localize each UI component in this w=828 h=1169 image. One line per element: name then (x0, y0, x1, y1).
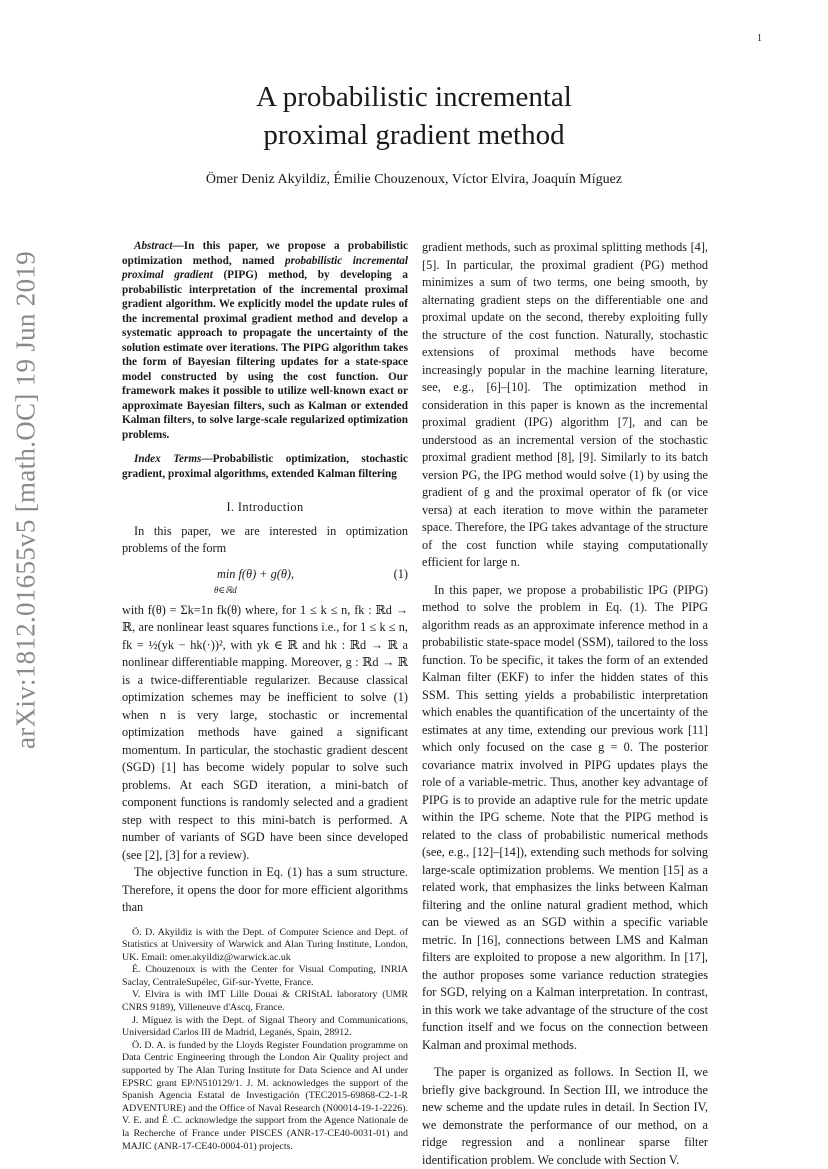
index-terms-text: —Probabilistic optimization, stochastic gradient, proximal algorithms, extended Kalman filtering (122, 453, 408, 480)
footnote-1: Ö. D. Akyildiz is with the Dept. of Computer Science and Dept. of Statistics at University of Warwick and Alan Turing Institute, London, UK. Email: omer.akyildiz@warwick.ac.uk (122, 926, 408, 963)
equation-1-body: min f(θ) + g(θ), (217, 566, 295, 581)
equation-1 (122, 562, 408, 598)
right-paragraph-3: The paper is organized as follows. In Section II, we briefly give background. In Section III, we introduce the new scheme and the update rules in detail. In Section IV, we demonstrate the performance of our method, on a ridge regression and a nonlinear sparse filter identification problem. We conclude with Section V. (422, 1065, 708, 1167)
intro-paragraph-3: The objective function in Eq. (1) has a sum structure. Therefore, it opens the door for more efficient algorithms than (122, 865, 408, 914)
arxiv-sidebar (6, 240, 46, 760)
abstract-label: Abstract (134, 240, 173, 252)
right-paragraph-1: gradient methods, such as proximal splitting methods [4], [5]. In particular, the proximal gradient (PG) method minimizes a sum of two terms, one being smooth, by alternating gradient steps on the differentiable one and proximal update on the second, thereby exploiting fully the structure of the cost function. Naturally, stochastic extensions of proximal methods have become increasingly popular in the machine learning literature, see, e.g., [6]–[10]. The optimization method in consideration in this paper is known as the incremental proximal gradient (IPG) algorithm [7], and can be understood as an incremental version of the stochastic proximal gradient method [8], [9]. Similarly to its batch version PG, the IPG method would solve (1) by using the gradient of g and the proximal operator of fk (or vice versa) at each iteration to move within the parameter space. Therefore, the IPG takes advantage of the structure of the cost function while staying computationally efficient for large n. (422, 240, 708, 569)
right-column (422, 239, 708, 1169)
section-heading-introduction: I. Introduction (226, 500, 304, 514)
intro-paragraph-1: In this paper, we are interested in optimization problems of the form (122, 523, 408, 555)
page-number: 1 (757, 33, 762, 44)
abstract-text-2: (PIPG) method, by developing a probabilistic interpretation of the incremental proximal gradient algorithm. We explicitly model the update rules of the incremental proximal gradient method and develop a systematic approach to propagate the uncertainty of the solution estimate over iterations. The PIPG algorithm takes the form of Bayesian filtering updates for a state-space model constructed by using the cost function. Our framework makes it possible to utilize well-known exact or approximate Bayesian filters, such as Kalman or extended Kalman filters, to solve large-scale regularized optimization problems. (122, 269, 409, 441)
title-line-2: proximal gradient method (263, 119, 565, 151)
equation-1-number: (1) (393, 566, 408, 581)
footnote-2: É. Chouzenoux is with the Center for Visual Computing, INRIA Saclay, CentraleSupélec, Gif-sur-Yvette, France. (122, 964, 408, 988)
abstract (122, 239, 408, 442)
abstract-italic: probabilistic incremental proximal gradient (122, 254, 409, 281)
right-paragraph-2: In this paper, we propose a probabilistic IPG (PIPG) method to solve the problem in Eq. (1). The PIPG algorithm reads as an approximate inference method in a probabilistic state-space model (SSM), tailored to the loss function. To be specific, it takes the form of an extended Kalman filter (EKF) to infer the hidden states of this SSM. This setting yields a probabilistic interpretation which enables the quantification of the uncertainty of the estimates at any time, extending our previous work [11] which only focused on the case g = 0. The posterior covariance matrix involved in PIPG updates plays the role of a variable-metric. Thus, another key advantage of PIPG is to provide an adaptive rule for the metric update within the IPG scheme. Note that the PIPG method is related to the class of probabilistic numerical methods (see, e.g., [12]–[14]), extending such methods for solving large-scale optimization problems. We mention [15] as a related work, that emphasizes the links between Kalman filtering and the online natural gradient method, which can be viewed as an SGD within a specific variable metric. In [16], connections between LMS and Kalman filters are exploited to propose a new algorithm. In [17], the author proposes some variance reduction strategies for SGD, relying on a Kalman interpretation. In contrast, in this work we take advantage of the structure of the cost function itself and we focus on the connection between Kalman and proximal methods. (422, 582, 708, 1052)
footnotes (122, 927, 408, 1154)
abstract-text-1: —In this paper, we propose a probabilistic optimization method, named (122, 240, 408, 267)
footnote-4: J. Míguez is with the Dept. of Signal Theory and Communications, Universidad Carlos III de Madrid, Leganés, Spain, 28912. (122, 1014, 408, 1039)
footnote-5: Ö. D. A. is funded by the Lloyds Register Foundation programme on Data Centric Engineering through the London Air Quality project and supported by The Alan Turing Institute for Data Science and AI under EPSRC grant EP/N510129/1. J. M. acknowledges the support of the Spanish Agencia Estatal de Investigación (TEC2015-69868-C2-1-R ADVENTURE) and the Office of Naval Research (N00014-19-1-2226). V. E. and É .C. acknowledge the support from the Agence Nationale de la Recherche of France under PISCES (ANR-17-CE40-0031-01) and MAJIC (ANR-17-CE40-0004-01) projects. (122, 1039, 408, 1152)
left-column (122, 239, 408, 1153)
paper-title (0, 78, 828, 154)
intro-paragraph-2: with f(θ) = Σk=1n fk(θ) where, for 1 ≤ k ≤ n, fk : ℝd → ℝ, are nonlinear least squares functions i.e., for 1 ≤ k ≤ n, fk = ½(yk − hk(·))², with yk ∈ ℝ and hk : ℝd → ℝ a nonlinear differentiable mapping. Moreover, g : ℝd → ℝ is a twice-differentiable regularizer. Because classical optimization schemes may be inefficient to solve (1) when n is very large, stochastic or incremental optimization methods have gained a significant momentum. In particular, the stochastic gradient descent (SGD) [1] has become widely popular to solve such problems. At each SGD iteration, a mini-batch of component functions is randomly selected and a gradient step with respect to this mini-batch is performed. A number of variants of SGD have been since developed (see [2], [3] for a review). (122, 602, 408, 862)
index-terms-label: Index Terms (134, 453, 202, 465)
equation-1-subscript: θ∈ℝd (214, 584, 237, 595)
index-terms (122, 452, 408, 481)
arxiv-identifier: arXiv:1812.01655v5 [math.OC] 19 Jun 2019 (10, 251, 41, 749)
footnote-3: V. Elvira is with IMT Lille Douai & CRIStAL laboratory (UMR CNRS 9189), Villeneuve d'Ascq, France. (122, 989, 408, 1014)
author-list: Ömer Deniz Akyildiz, Émilie Chouzenoux, Víctor Elvira, Joaquín Míguez (205, 172, 623, 187)
title-line-1: A probabilistic incremental (256, 81, 572, 113)
